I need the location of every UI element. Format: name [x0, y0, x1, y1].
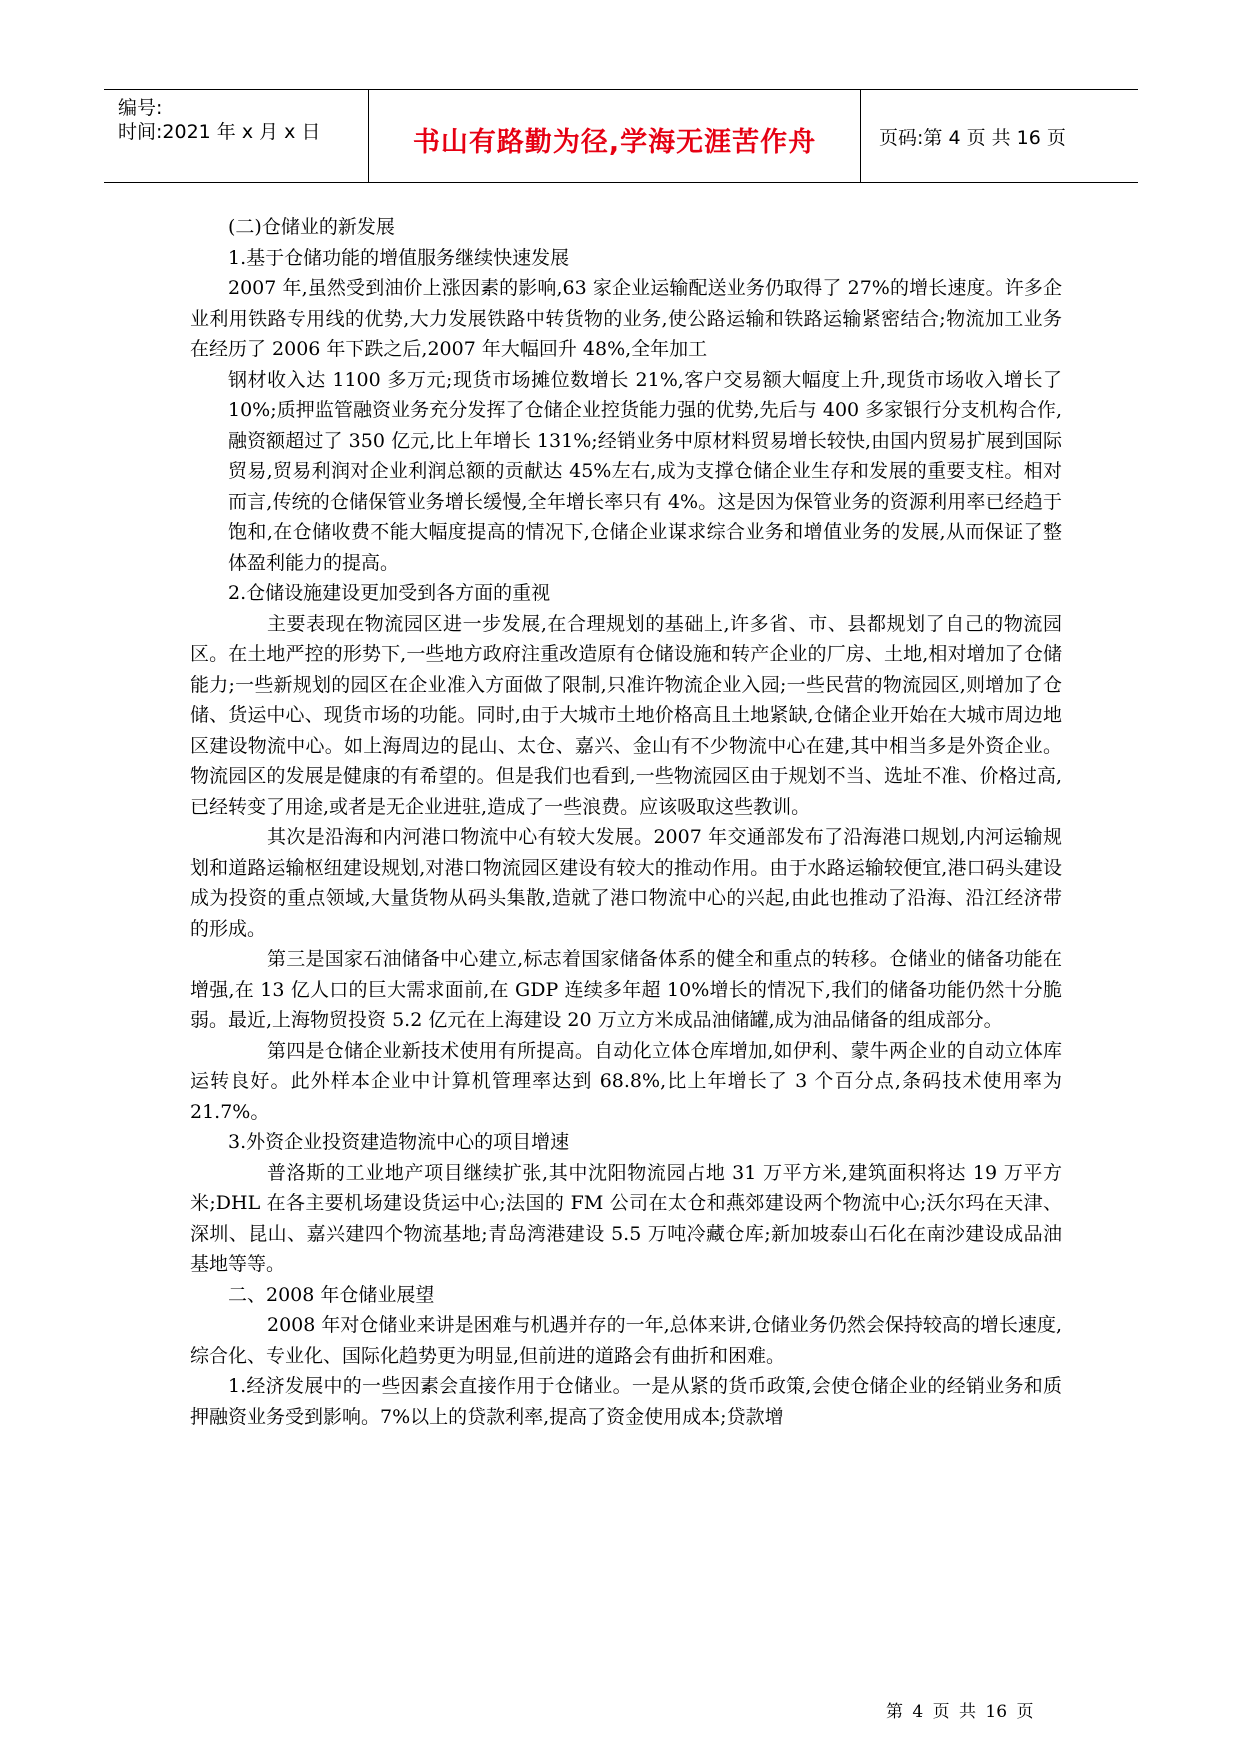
paragraph: 主要表现在物流园区进一步发展,在合理规划的基础上,许多省、市、县都规划了自己的物流园区。在土地严控的形势下,一些地方政府注重改造原有仓储设施和转产企业的厂房、土地,相对增加了仓储能力;一些新规划的园区在企业准入方面做了限制,只准许物流企业入园;一些民营的物流园区,则增加了仓储、货运中心、现货市场的功能。同时,由于大城市土地价格高且土地紧缺,仓储企业开始在大城市周边地区建设物流中心。如上海周边的昆山、太仓、嘉兴、金山有不少物流中心在建,其中相当多是外资企业。物流园区的发展是健康的有希望的。但是我们也看到,一些物流园区由于规划不当、选址不准、价格过高,已经转变了用途,或者是无企业进驻,造成了一些浪费。应该吸取这些教训。: [190, 612, 1062, 818]
header-page-code: 页码:第 4 页 共 16 页: [879, 127, 1066, 149]
section-heading: (二)仓储业的新发展: [228, 216, 395, 238]
header-slogan-cell: [369, 90, 861, 182]
document-number-label: 编号:: [118, 97, 163, 119]
header-slogan: 书山有路勤为径,学海无涯苦作舟: [412, 127, 817, 158]
paragraph: 2008 年对仓储业来讲是困难与机遇并存的一年,总体来讲,仓储业务仍然会保持较高的增长速度,综合化、专业化、国际化趋势更为明显,但前进的道路会有曲折和困难。: [190, 1314, 1062, 1367]
header-info-cell: [104, 90, 369, 182]
header-page-cell: [861, 90, 1138, 182]
paragraph: 第四是仓储企业新技术使用有所提高。自动化立体仓库增加,如伊利、蒙牛两企业的自动立体库运转良好。此外样本企业中计算机管理率达到 68.8%,比上年增长了 3 个百分点,条码技术使用率为 21.7%。: [190, 1039, 1062, 1123]
paragraph: 2007 年,虽然受到油价上涨因素的影响,63 家企业运输配送业务仍取得了 27%的增长速度。许多企业利用铁路专用线的优势,大力发展铁路中转货物的业务,使公路运输和铁路运输紧密结合;物流加工业务在经历了 2006 年下跌之后,2007 年大幅回升 48%,全年加工: [190, 277, 1062, 360]
document-time-label: 时间:2021 年 x 月 x 日: [118, 121, 321, 143]
subsection-heading: 2.仓储设施建设更加受到各方面的重视: [228, 582, 551, 604]
paragraph: 钢材收入达 1100 多万元;现货市场摊位数增长 21%,客户交易额大幅度上升,现货市场收入增长了 10%;质押监管融资业务充分发挥了仓储企业控货能力强的优势,先后与 400 多家银行分支机构合作,融资额超过了 350 亿元,比上年增长 131%;经销业务中原材料贸易增长较快,由国内贸易扩展到国际贸易,贸易利润对企业利润总额的贡献达 45%左右,成为支撑仓储企业生存和发展的重要支柱。相对而言,传统的仓储保管业务增长缓慢,全年增长率只有 4%。这是因为保管业务的资源利用率已经趋于饱和,在仓储收费不能大幅度提高的情况下,仓储企业谋求综合业务和增值业务的发展,从而保证了整体盈利能力的提高。: [228, 368, 1062, 574]
paragraph: 第三是国家石油储备中心建立,标志着国家储备体系的健全和重点的转移。仓储业的储备功能在增强,在 13 亿人口的巨大需求面前,在 GDP 连续多年超 10%增长的情况下,我们的储备功能仍然十分脆弱。最近,上海物贸投资 5.2 亿元在上海建设 20 万立方米成品油储罐,成为油品储备的组成部分。: [190, 948, 1062, 1031]
page-footer: 第 4 页 共 16 页: [886, 1702, 1034, 1722]
subsection-heading: 1.基于仓储功能的增值服务继续快速发展: [228, 246, 570, 269]
paragraph: 1.经济发展中的一些因素会直接作用于仓储业。一是从紧的货币政策,会使仓储企业的经销业务和质押融资业务受到影响。7%以上的贷款利率,提高了资金使用成本;贷款增: [190, 1375, 1062, 1428]
subsection-heading: 3.外资企业投资建造物流中心的项目增速: [228, 1131, 570, 1153]
page-header: [104, 89, 1138, 183]
document-body: [190, 212, 1062, 1432]
section-heading: 二、2008 年仓储业展望: [228, 1283, 435, 1306]
paragraph: 其次是沿海和内河港口物流中心有较大发展。2007 年交通部发布了沿海港口规划,内河运输规划和道路运输枢纽建设规划,对港口物流园区建设有较大的推动作用。由于水路运输较便宜,港口码头建设成为投资的重点领域,大量货物从码头集散,造就了港口物流中心的兴起,由此也推动了沿海、沿江经济带的形成。: [190, 826, 1062, 940]
paragraph: 普洛斯的工业地产项目继续扩张,其中沈阳物流园占地 31 万平方米,建筑面积将达 19 万平方米;DHL 在各主要机场建设货运中心;法国的 FM 公司在太仓和燕郊建设两个物流中心;沃尔玛在天津、深圳、昆山、嘉兴建四个物流基地;青岛湾港建设 5.5 万吨冷藏仓库;新加坡泰山石化在南沙建设成品油基地等等。: [190, 1161, 1062, 1275]
